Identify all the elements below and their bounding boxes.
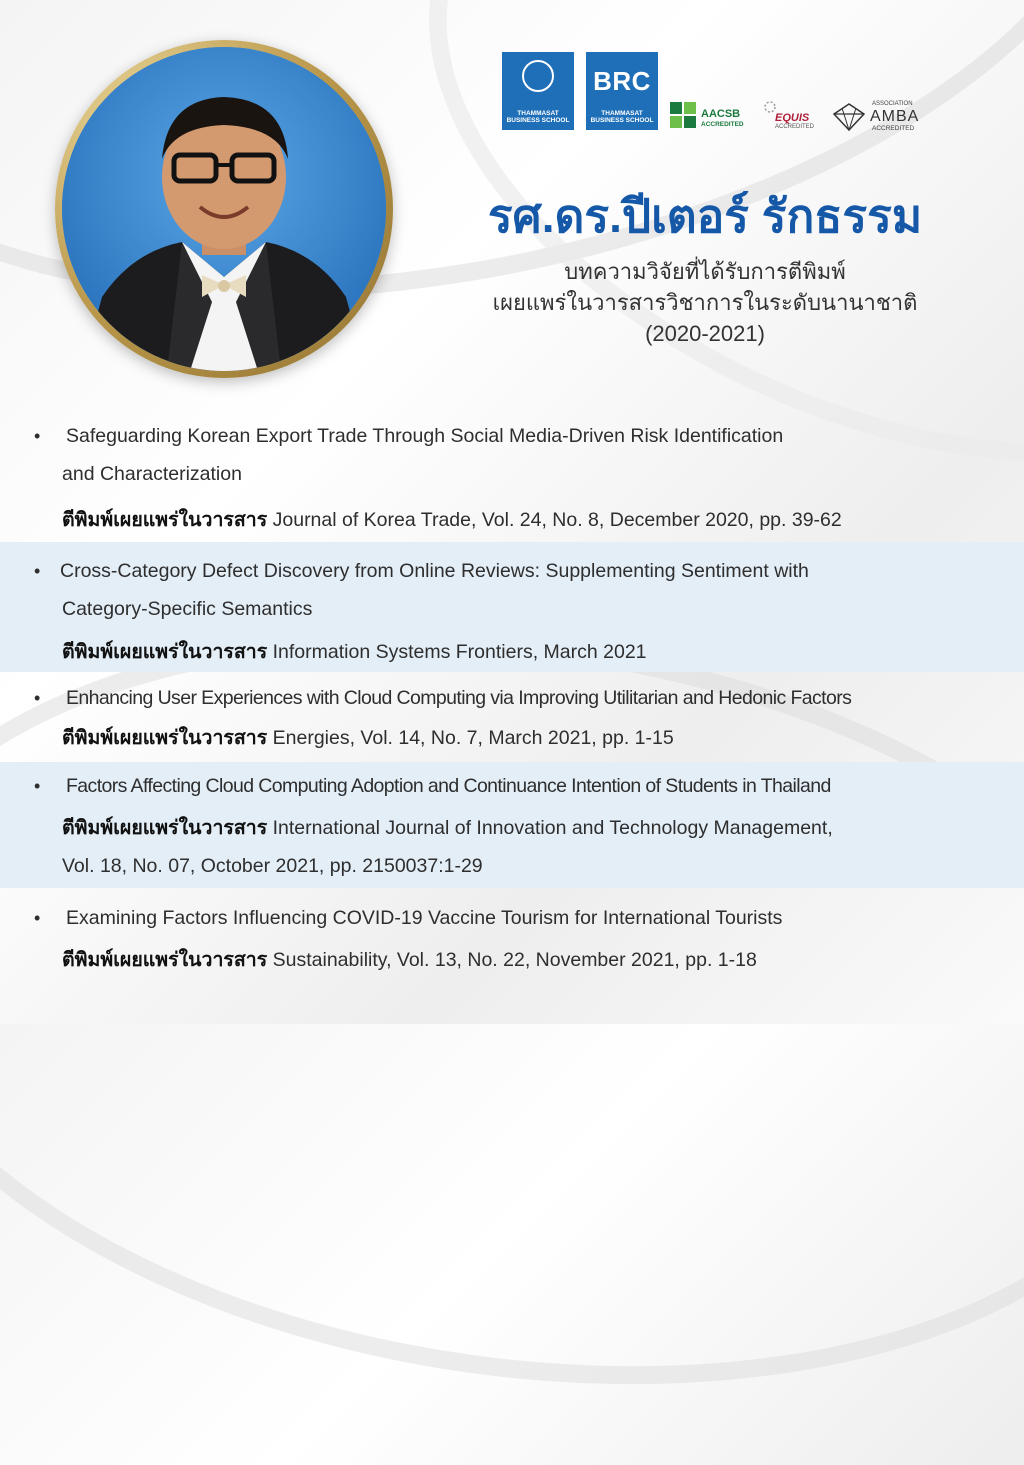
brc-logo — [586, 52, 658, 130]
publication-title: Safeguarding Korean Export Trade Through Social Media-Driven Risk Identification — [66, 425, 784, 447]
thammasat-seal-icon — [522, 60, 554, 92]
person-portrait-image — [62, 47, 386, 371]
amba-accreditation-logo — [832, 98, 932, 134]
bullet-icon: • — [34, 908, 41, 928]
journal-citation: Sustainability, Vol. 13, No. 22, November 2021, pp. 1-18 — [272, 949, 757, 971]
logo-caption — [586, 110, 658, 124]
publication-title: Category-Specific Semantics — [62, 598, 313, 620]
published-in-label: ตีพิมพ์เผยแพร่ในวารสาร — [62, 727, 268, 749]
logo-caption-line: THAMMASAT — [517, 110, 559, 117]
logo-caption-line: BUSINESS SCHOOL — [506, 117, 570, 124]
published-in-label: ตีพิมพ์เผยแพร่ในวารสาร — [62, 641, 268, 663]
publication-title: Factors Affecting Cloud Computing Adoption and Continuance Intention of Students in Thailand — [66, 775, 831, 797]
amba-status: ACCREDITED — [872, 125, 915, 132]
bullet-icon: • — [34, 688, 41, 708]
bullet-icon: • — [34, 561, 41, 581]
subtitle-line: บทความวิจัยที่ได้รับการตีพิมพ์ — [564, 259, 846, 284]
journal-citation: Information Systems Frontiers, March 2021 — [272, 641, 647, 663]
logo-caption-line: THAMMASAT — [601, 110, 643, 117]
journal-citation: Energies, Vol. 14, No. 7, March 2021, pp. 1-15 — [272, 727, 674, 749]
equis-status: ACCREDITED — [775, 124, 815, 130]
logo-caption — [502, 110, 574, 124]
published-in-label: ตีพิมพ์เผยแพร่ในวารสาร — [62, 817, 268, 839]
amba-association: ASSOCIATION — [872, 101, 913, 107]
subtitle-year: (2020-2021) — [645, 321, 765, 346]
published-in-label: ตีพิมพ์เผยแพร่ในวารสาร — [62, 949, 268, 971]
equis-name: EQUIS — [775, 112, 810, 124]
thammasat-business-school-logo — [502, 52, 574, 130]
logo-caption-line: BUSINESS SCHOOL — [590, 117, 654, 124]
publication-title: Enhancing User Experiences with Cloud Computing via Improving Utilitarian and Hedonic Factors — [66, 687, 852, 709]
publication-title: Examining Factors Influencing COVID-19 Vaccine Tourism for International Tourists — [66, 907, 783, 929]
journal-citation: International Journal of Innovation and Technology Management, — [272, 817, 833, 839]
bullet-icon: • — [34, 776, 41, 796]
subtitle-line: เผยแพร่ในวารสารวิชาการในระดับนานาชาติ — [492, 290, 918, 315]
aacsb-name: AACSB — [701, 108, 741, 120]
amba-name: AMBA — [870, 108, 920, 125]
brc-logo-text: BRC — [593, 66, 651, 96]
aacsb-status: ACCREDITED — [701, 121, 744, 128]
portrait-frame — [55, 40, 393, 378]
aacsb-icon — [670, 102, 696, 128]
publication-title: Cross-Category Defect Discovery from Online Reviews: Supplementing Sentiment with — [60, 560, 809, 582]
amba-diamond-icon — [832, 102, 866, 132]
bullet-icon: • — [34, 426, 41, 446]
journal-citation: Journal of Korea Trade, Vol. 24, No. 8, December 2020, pp. 39-62 — [272, 509, 842, 531]
publication-title: and Characterization — [62, 463, 242, 485]
published-in-label: ตีพิมพ์เผยแพร่ในวารสาร — [62, 509, 268, 531]
page-subtitle — [420, 256, 990, 349]
portrait-photo — [62, 47, 386, 371]
aacsb-accreditation-logo — [670, 98, 758, 134]
page-title: รศ.ดร.ปีเตอร์ รักธรรม — [487, 190, 923, 242]
journal-citation: Vol. 18, No. 07, October 2021, pp. 2150037:1-29 — [62, 855, 483, 877]
equis-accreditation-logo — [763, 98, 827, 134]
